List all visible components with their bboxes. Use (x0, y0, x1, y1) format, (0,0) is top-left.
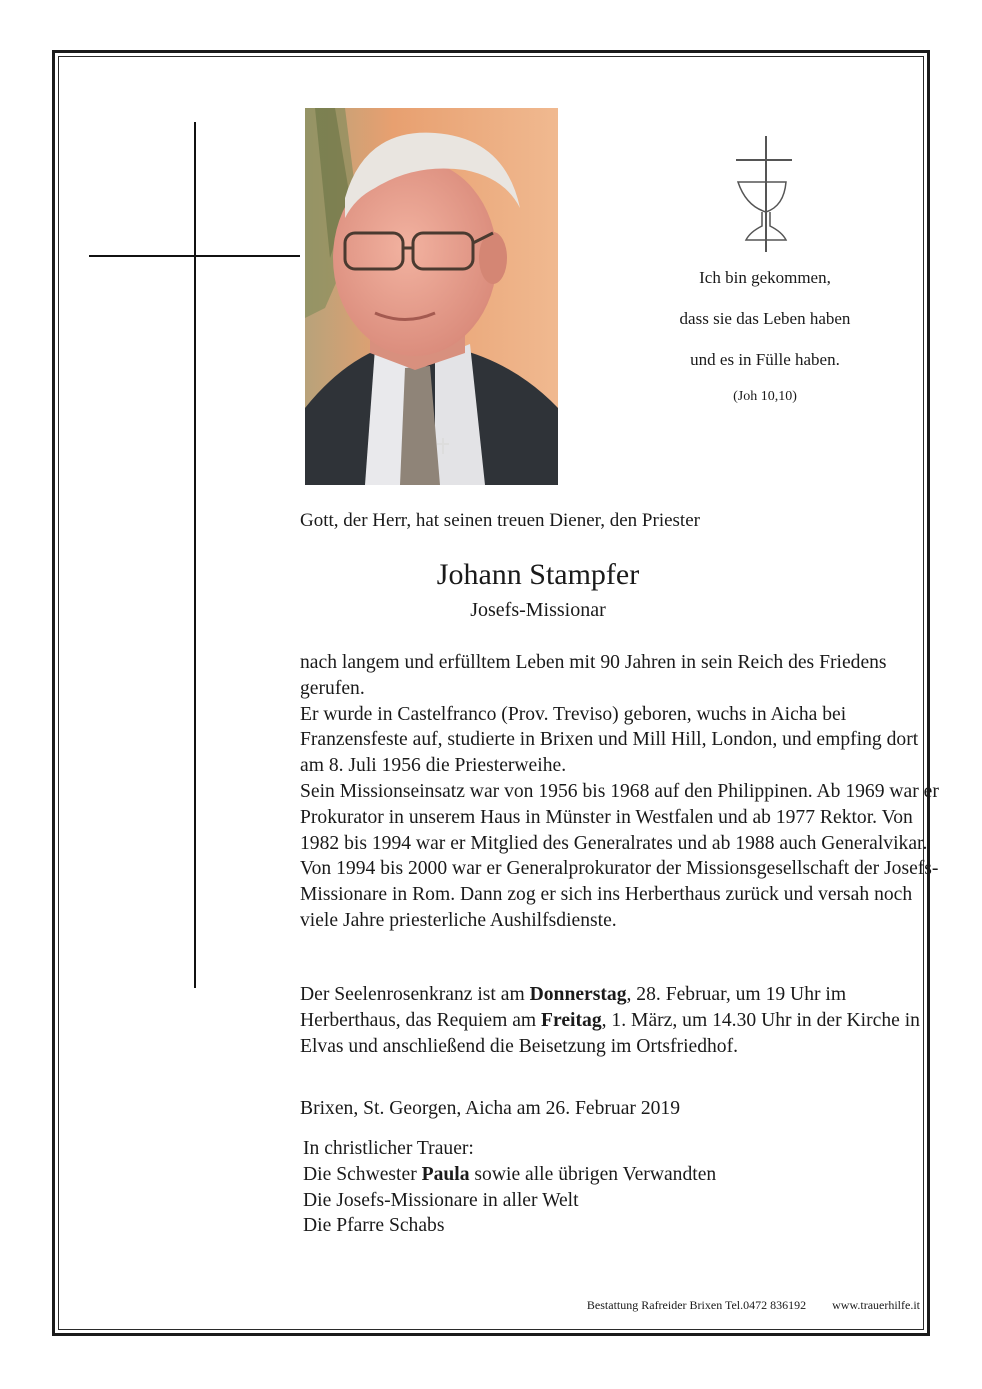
bio-paragraph: nach langem und erfülltem Leben mit 90 Jahren in sein Reich des Friedens gerufen. (300, 652, 887, 699)
bio-paragraph: Er wurde in Castelfranco (Prov. Treviso) geboren, wuchs in Aicha bei Franzensfeste auf, studierte in Brixen und Mill Hill, London, und empfing dort am 8. Juli 1956 die Priesterweihe. (300, 703, 919, 777)
sister-name: Paula (421, 1163, 470, 1185)
verse-line: dass sie das Leben haben (679, 309, 851, 328)
bible-verse (620, 268, 910, 426)
footer (587, 1298, 920, 1313)
biography (300, 650, 940, 934)
verse-line: Ich bin gekommen, (699, 268, 831, 287)
mourners-list (303, 1136, 716, 1239)
mourner-line: Die Pfarre Schabs (303, 1215, 445, 1237)
service-text: , 28. Februar, um 19 Uhr im Herberthaus, das Requiem am (300, 984, 847, 1031)
mourner-line (303, 1162, 716, 1188)
service-day: Freitag (541, 1009, 602, 1031)
service-text: , 1. März, um 14.30 Uhr in der Kirche in Elvas und anschließend die Beisetzung im Ortsfriedhof. (300, 1009, 920, 1057)
mourner-line: Die Josefs-Missionare in aller Welt (303, 1189, 579, 1211)
service-day: Donnerstag (529, 984, 627, 1005)
service-text: Der Seelenrosenkranz ist am (300, 984, 530, 1005)
mourner-text: Die Schwester (303, 1163, 422, 1185)
cross-horizontal-line (89, 255, 300, 257)
portrait-photo (305, 108, 558, 485)
deceased-name: Johann Stampfer (436, 558, 640, 591)
intro-text: Gott, der Herr, hat seinen treuen Diener, den Priester (300, 510, 700, 531)
chalice-cross-icon (732, 136, 796, 252)
service-details (300, 982, 940, 1059)
mourners-heading: In christlicher Trauer: (303, 1138, 474, 1159)
verse-line: und es in Fülle haben. (690, 350, 840, 369)
cross-vertical-line (194, 122, 196, 988)
verse-reference: (Joh 10,10) (733, 389, 797, 404)
deceased-order: Josefs-Missionar (470, 599, 606, 621)
website-link[interactable]: www.trauerhilfe.it (832, 1298, 920, 1312)
bio-paragraph: Sein Missionseinsatz war von 1956 bis 1968 auf den Philippinen. Ab 1969 war er Prokurator in unserem Haus in Münster in Westfalen und ab 1977 Rektor. Von 1982 bis 1994 war er Mitglied des Generalrates und ab 1988 auch Generalvikar. Von 1994 bis 2000 war er Generalprokurator der Missionsgesellschaft der Josefs-Missionare in Rom. Dann zog er sich ins Herberthaus zurück und versah noch viele Jahre priesterliche Aushilfsdienste. (300, 780, 939, 931)
place-date: Brixen, St. Georgen, Aicha am 26. Februar 2019 (300, 1098, 681, 1119)
mourner-text: sowie alle übrigen Verwandten (469, 1163, 717, 1185)
undertaker-info: Bestattung Rafreider Brixen Tel.0472 836192 (586, 1298, 807, 1312)
